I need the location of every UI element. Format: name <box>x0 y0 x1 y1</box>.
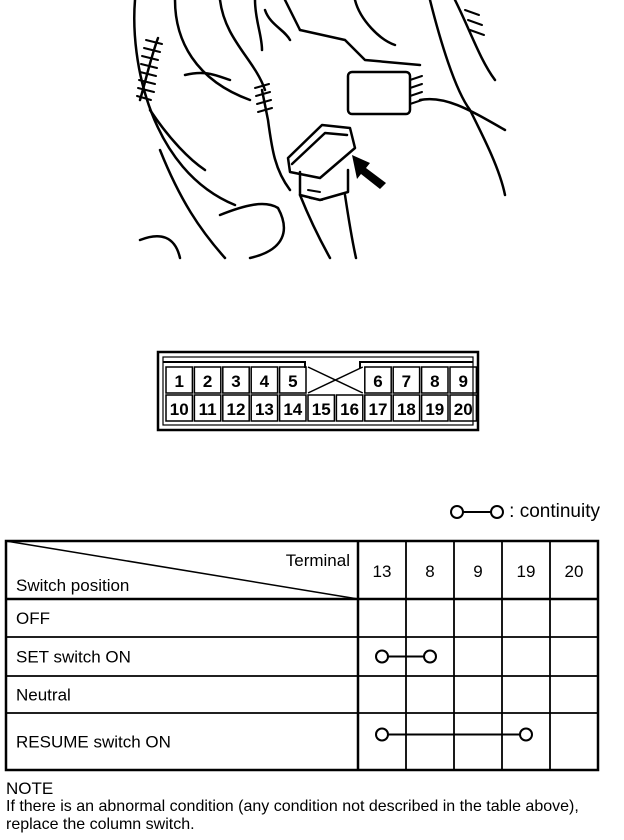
connector-terminal-label: 10 <box>169 400 189 419</box>
continuity-table <box>0 535 624 780</box>
legend-text: : continuity <box>509 501 600 522</box>
connector-terminal-label: 16 <box>340 400 360 419</box>
connector-terminal-label: 11 <box>198 400 217 419</box>
header-terminal: Terminal <box>285 551 350 570</box>
switch-position-label: SET switch ON <box>16 647 131 667</box>
continuity-terminal-mark <box>424 651 436 663</box>
connector-terminal-label: 5 <box>288 372 298 391</box>
connector-terminal-label: 12 <box>226 400 246 419</box>
connector-terminal-label: 9 <box>458 372 468 391</box>
note-title: NOTE <box>6 779 54 798</box>
connector-terminal-diagram <box>0 340 624 440</box>
note-block <box>6 780 606 834</box>
connector-terminal-label: 19 <box>425 400 445 419</box>
header-switch-position: Switch position <box>16 576 130 595</box>
terminal-header: 20 <box>564 562 584 581</box>
continuity-terminal-mark <box>520 729 532 741</box>
connector-terminal-label: 6 <box>373 372 383 391</box>
connector-terminal-label: 14 <box>283 400 303 419</box>
connector-terminal-label: 18 <box>396 400 416 419</box>
connector-terminal-label: 15 <box>311 400 331 419</box>
connector-terminal-label: 17 <box>368 400 388 419</box>
terminal-header: 9 <box>473 562 483 581</box>
switch-position-label: RESUME switch ON <box>16 732 171 752</box>
connector-terminal-label: 2 <box>202 372 213 391</box>
connector-terminal-label: 3 <box>231 372 241 391</box>
arrow-pointer-icon <box>352 155 386 189</box>
connector-terminal-label: 13 <box>254 400 274 419</box>
continuity-symbol-icon <box>449 502 505 522</box>
column-switch-connector-drawing <box>0 0 624 270</box>
switch-position-label: Neutral <box>16 685 71 705</box>
connector-terminal-label: 8 <box>430 372 440 391</box>
connector-terminal-label: 7 <box>401 372 412 391</box>
connector-terminal-label: 4 <box>259 372 270 391</box>
continuity-legend <box>449 500 600 524</box>
terminal-header: 19 <box>516 562 536 581</box>
connector-terminal-label: 20 <box>453 400 473 419</box>
continuity-terminal-mark <box>376 651 388 663</box>
continuity-terminal-mark <box>376 729 388 741</box>
connector-terminal-label: 1 <box>174 372 184 391</box>
terminal-header: 8 <box>425 562 435 581</box>
note-text: If there is an abnormal condition (any condition not described in the table above), replace the column switch. <box>6 798 579 833</box>
switch-position-label: OFF <box>16 609 50 628</box>
terminal-header: 13 <box>372 562 392 581</box>
